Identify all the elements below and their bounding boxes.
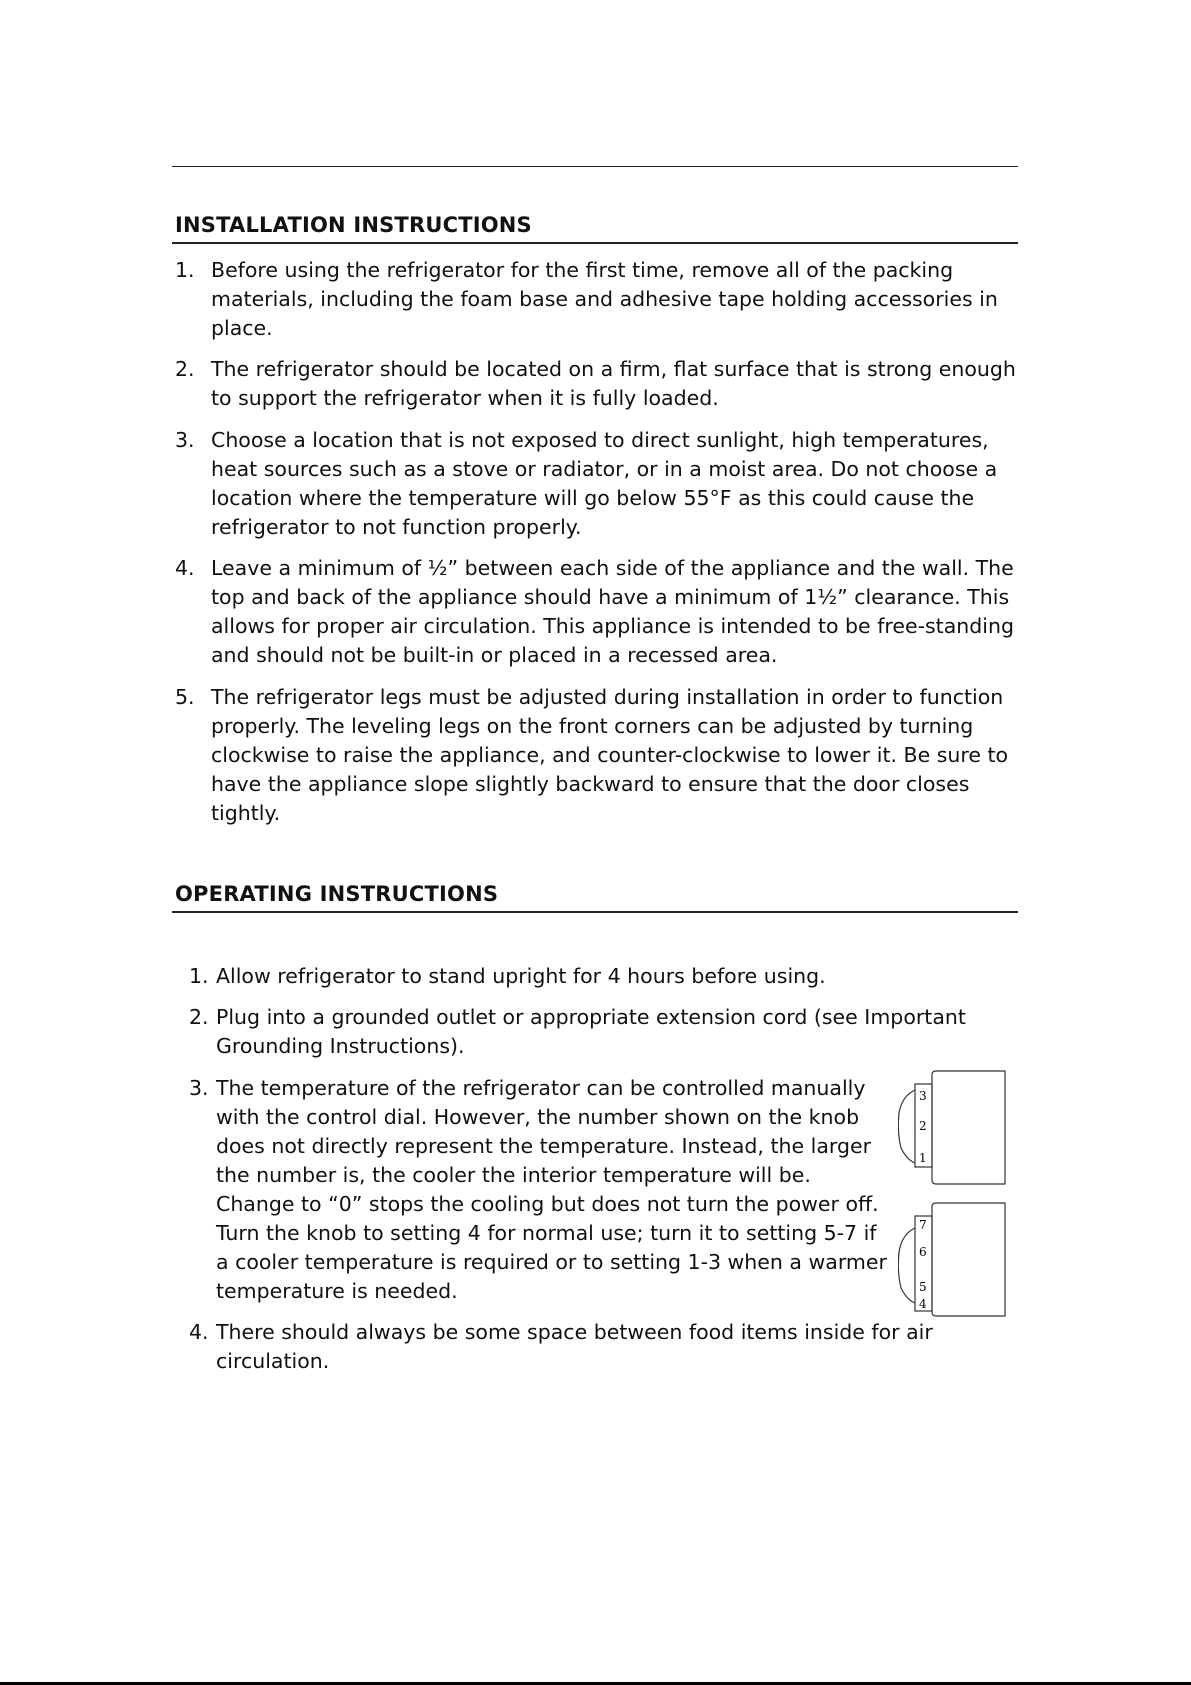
item-text: [211, 355, 1016, 413]
text-line: Change to “0” stops the cooling but does not turn the power off.: [216, 1192, 879, 1216]
text-line: location where the temperature will go below 55°F as this could cause the: [211, 486, 975, 510]
dial-label: 7: [919, 1218, 927, 1232]
dial-label: 6: [919, 1245, 927, 1259]
text-line: materials, including the foam base and adhesive tape holding accessories in: [211, 287, 998, 311]
operating-heading: OPERATING INSTRUCTIONS: [175, 882, 499, 906]
top-rule: [172, 166, 1018, 167]
text-line: Turn the knob to setting 4 for normal use; turn it to setting 5-7 if: [216, 1221, 877, 1245]
dial-label: 4: [919, 1297, 927, 1311]
text-line: and should not be built-in or placed in a recessed area.: [211, 643, 778, 667]
item-number: 3.: [189, 1076, 209, 1100]
text-line: Plug into a grounded outlet or appropriate extension cord (see Important: [216, 1005, 966, 1029]
text-line: allows for proper air circulation. This appliance is intended to be free-standing: [211, 614, 1014, 638]
item-text: [216, 962, 826, 991]
text-line: The temperature of the refrigerator can be controlled manually: [216, 1076, 866, 1100]
text-line: top and back of the appliance should have a minimum of 1½” clearance. This: [211, 585, 1010, 609]
installation-heading: INSTALLATION INSTRUCTIONS: [175, 213, 532, 237]
text-line: Before using the refrigerator for the first time, remove all of the packing: [211, 258, 954, 282]
item-number: 1.: [189, 964, 209, 988]
item-text: [211, 683, 1008, 828]
text-line: with the control dial. However, the number shown on the knob: [216, 1105, 860, 1129]
item-text: [211, 426, 997, 542]
text-line: to support the refrigerator when it is fully loaded.: [211, 386, 719, 410]
control-dial-4-7-diagram: [898, 1200, 1008, 1318]
text-line: place.: [211, 316, 273, 340]
item-text: [211, 256, 998, 343]
item-number: 2.: [175, 357, 195, 381]
text-line: Allow refrigerator to stand upright for 4 hours before using.: [216, 964, 826, 988]
item-number: 3.: [175, 428, 195, 452]
text-line: clockwise to raise the appliance, and counter-clockwise to lower it. Be sure to: [211, 743, 1009, 767]
item-number: 5.: [175, 685, 195, 709]
item-text: [216, 1074, 887, 1306]
text-line: does not directly represent the temperature. Instead, the larger: [216, 1134, 871, 1158]
text-line: There should always be some space between food items inside for air: [216, 1320, 933, 1344]
dial-label: 1: [919, 1151, 927, 1165]
control-dial-1-3-diagram: [898, 1068, 1008, 1186]
text-line: The refrigerator legs must be adjusted during installation in order to function: [211, 685, 1004, 709]
item-text: [216, 1003, 966, 1061]
text-line: Leave a minimum of ½” between each side of the appliance and the wall. The: [211, 556, 1014, 580]
text-line: Grounding Instructions).: [216, 1034, 465, 1058]
text-line: heat sources such as a stove or radiator, or in a moist area. Do not choose a: [211, 457, 998, 481]
dial-label: 3: [919, 1089, 927, 1103]
text-line: The refrigerator should be located on a firm, flat surface that is strong enough: [211, 357, 1016, 381]
text-line: have the appliance slope slightly backward to ensure that the door closes: [211, 772, 970, 796]
text-line: the number is, the cooler the interior temperature will be.: [216, 1163, 811, 1187]
text-line: tightly.: [211, 801, 281, 825]
text-line: circulation.: [216, 1349, 330, 1373]
heading-underline: [172, 911, 1018, 913]
item-number: 2.: [189, 1005, 209, 1029]
text-line: properly. The leveling legs on the front corners can be adjusted by turning: [211, 714, 974, 738]
item-number: 4.: [189, 1320, 209, 1344]
dial-label: 5: [919, 1280, 927, 1294]
item-text: [216, 1318, 933, 1376]
text-line: Choose a location that is not exposed to direct sunlight, high temperatures,: [211, 428, 989, 452]
text-line: a cooler temperature is required or to setting 1-3 when a warmer: [216, 1250, 887, 1274]
item-number: 4.: [175, 556, 195, 580]
dial-label: 2: [919, 1119, 927, 1133]
text-line: temperature is needed.: [216, 1279, 458, 1303]
item-number: 1.: [175, 258, 195, 282]
text-line: refrigerator to not function properly.: [211, 515, 582, 539]
item-text: [211, 554, 1014, 670]
heading-underline: [172, 242, 1018, 244]
